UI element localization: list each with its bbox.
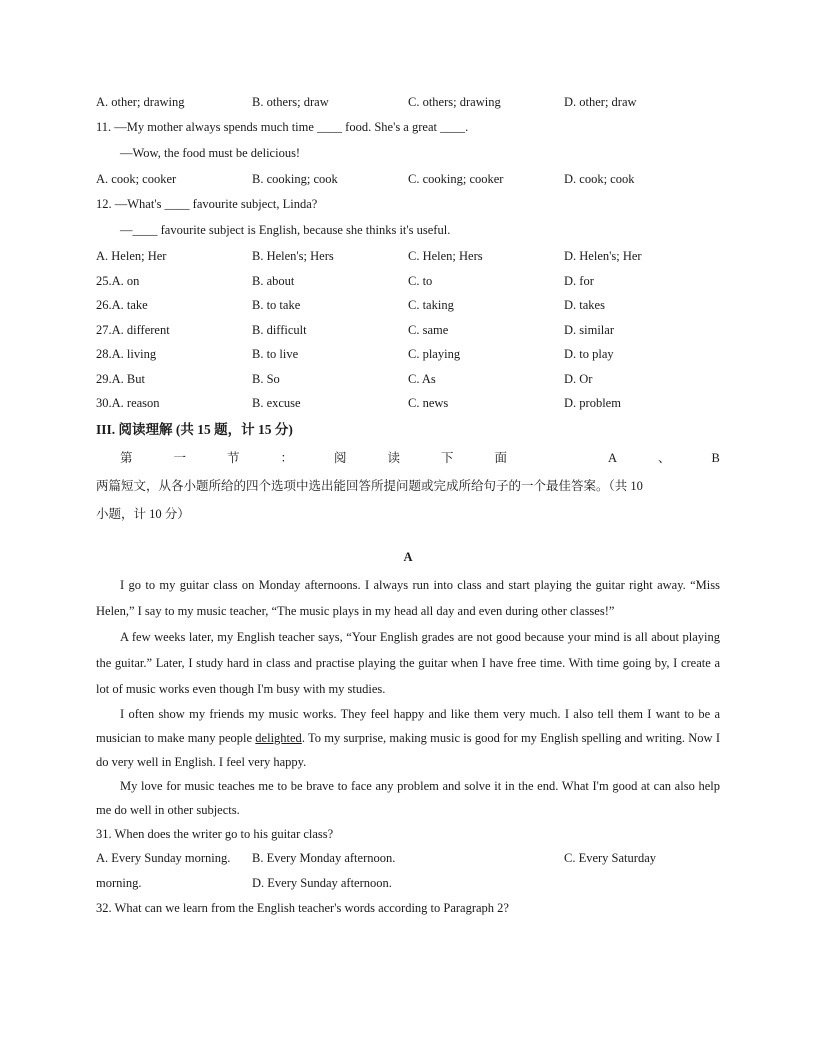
instruction-char: 节 [227, 450, 240, 465]
option-a: A. cook; cooker [96, 172, 177, 186]
instruction-char: 面 [494, 450, 508, 465]
option-a: 25.A. on [96, 273, 140, 288]
option-b: B. cooking; cook [252, 172, 338, 186]
q31-stem: 31. When does the writer go to his guitar class? [96, 826, 334, 841]
option-c: C. others; drawing [408, 95, 501, 109]
option-c: C. cooking; cooker [408, 172, 504, 186]
cloze-row-27 [96, 318, 720, 343]
option-d: D. problem [564, 396, 621, 410]
option-b: B. difficult [252, 322, 307, 337]
q12-options [96, 244, 720, 269]
cloze-row-29 [96, 367, 720, 392]
option-d: D. cook; cook [564, 172, 635, 186]
option-d: D. takes [564, 298, 605, 312]
instruction-char: 一 [173, 450, 187, 465]
option-a: 30.A. reason [96, 396, 160, 410]
option-b: B. Every Monday afternoon. [252, 850, 396, 865]
instruction-char: 读 [387, 450, 401, 465]
option-d: D. similar [564, 322, 614, 337]
option-c: C. playing [408, 347, 461, 361]
section-instruction-line2: 两篇短文，从各小题所给的四个选项中选出能回答所提问题或完成所给句子的一个最佳答案。（共 10 [96, 478, 643, 493]
passage-paragraph-2: A few weeks later, my English teacher says, “Your English grades are not good because your mind is all about playing the guitar.” Later, I study hard in class and practise playing the guitar when I have free time. With time going by, I create a lot of music works even though I'm busy with my studies. [96, 629, 720, 696]
option-b: B. to take [252, 298, 301, 312]
option-a: 26.A. take [96, 298, 148, 312]
option-a: 27.A. different [96, 322, 170, 337]
cloze-row-26 [96, 293, 720, 318]
q12-stem: 12. —What's ____ favourite subject, Linda? [96, 196, 318, 211]
option-d: D. Every Sunday afternoon. [252, 875, 392, 890]
instruction-char: 第 [120, 450, 133, 465]
option-a: A. Every Sunday morning. [96, 850, 231, 865]
option-b: B. excuse [252, 396, 301, 410]
option-c: C. same [408, 322, 449, 337]
option-c: C. As [408, 371, 436, 386]
instruction-char: A [608, 450, 618, 465]
option-a: 28.A. living [96, 347, 157, 361]
option-c-continued: morning. [96, 875, 142, 890]
option-c: C. to [408, 273, 433, 288]
option-b: B. others; draw [252, 95, 329, 109]
exam-page [96, 90, 720, 920]
section-heading: III. 阅读理解 (共 15 题，计 15 分) [96, 421, 293, 437]
passage-paragraph-1: I go to my guitar class on Monday afternoons. I always run into class and start playing the guitar right away. “Miss Helen,” I say to my music teacher, “The music plays in my head all day and even during other classes!” [96, 577, 720, 618]
q11-reply: —Wow, the food must be delicious! [120, 146, 301, 160]
option-b: B. about [252, 273, 295, 288]
cloze-row-25 [96, 269, 720, 294]
q12-reply: —____ favourite subject is English, because she thinks it's useful. [120, 223, 451, 237]
instruction-char: 阅 [334, 450, 347, 465]
q31-options-line1 [96, 846, 720, 870]
section-instruction-line1 [96, 444, 720, 472]
option-c: C. taking [408, 298, 454, 312]
passage-paragraph-3 [96, 702, 720, 774]
option-c: C. Helen; Hers [408, 249, 483, 263]
instruction-char: 、 [658, 450, 671, 465]
instruction-char: B [711, 450, 720, 465]
option-b: B. So [252, 371, 280, 386]
option-b: B. Helen's; Hers [252, 249, 334, 263]
q11-stem: 11. —My mother always spends much time ____ food. She's a great ____. [96, 119, 469, 134]
option-d: D. Helen's; Her [564, 249, 642, 263]
option-a: A. other; drawing [96, 95, 185, 109]
option-d: D. other; draw [564, 95, 637, 109]
instruction-char: 下 [441, 450, 454, 465]
passage-paragraph-4: My love for music teaches me to be brave to face any problem and solve it in the end. What I'm good at can also help me do well in other subjects. [96, 778, 720, 817]
paragraph-3-text-before: I often show my friends my music works. They feel happy and like them very much. I also tell them I want to be a musician to make many people [96, 706, 720, 745]
option-c: C. news [408, 396, 449, 410]
passage-title: A [403, 549, 413, 564]
cloze-row-30 [96, 391, 720, 416]
instruction-char: ： [280, 450, 294, 465]
options-row-prev [96, 90, 720, 115]
cloze-row-28 [96, 342, 720, 367]
option-d: D. for [564, 273, 594, 288]
option-c: C. Every Saturday [564, 850, 656, 865]
underlined-word: delighted [255, 730, 302, 745]
q11-options [96, 167, 720, 192]
q31-options-line2 [96, 870, 720, 896]
option-a: A. Helen; Her [96, 249, 167, 263]
option-d: D. Or [564, 371, 593, 386]
option-b: B. to live [252, 347, 299, 361]
paragraph-3-text-after: . To my surprise, making music is good for my English spelling and writing. Now I do very well in English. I feel very happy. [96, 730, 720, 769]
option-a: 29.A. But [96, 371, 145, 386]
section-instruction-line3: 小题，计 10 分） [96, 506, 190, 521]
q32-stem: 32. What can we learn from the English teacher's words according to Paragraph 2? [96, 900, 509, 915]
option-d: D. to play [564, 347, 614, 361]
